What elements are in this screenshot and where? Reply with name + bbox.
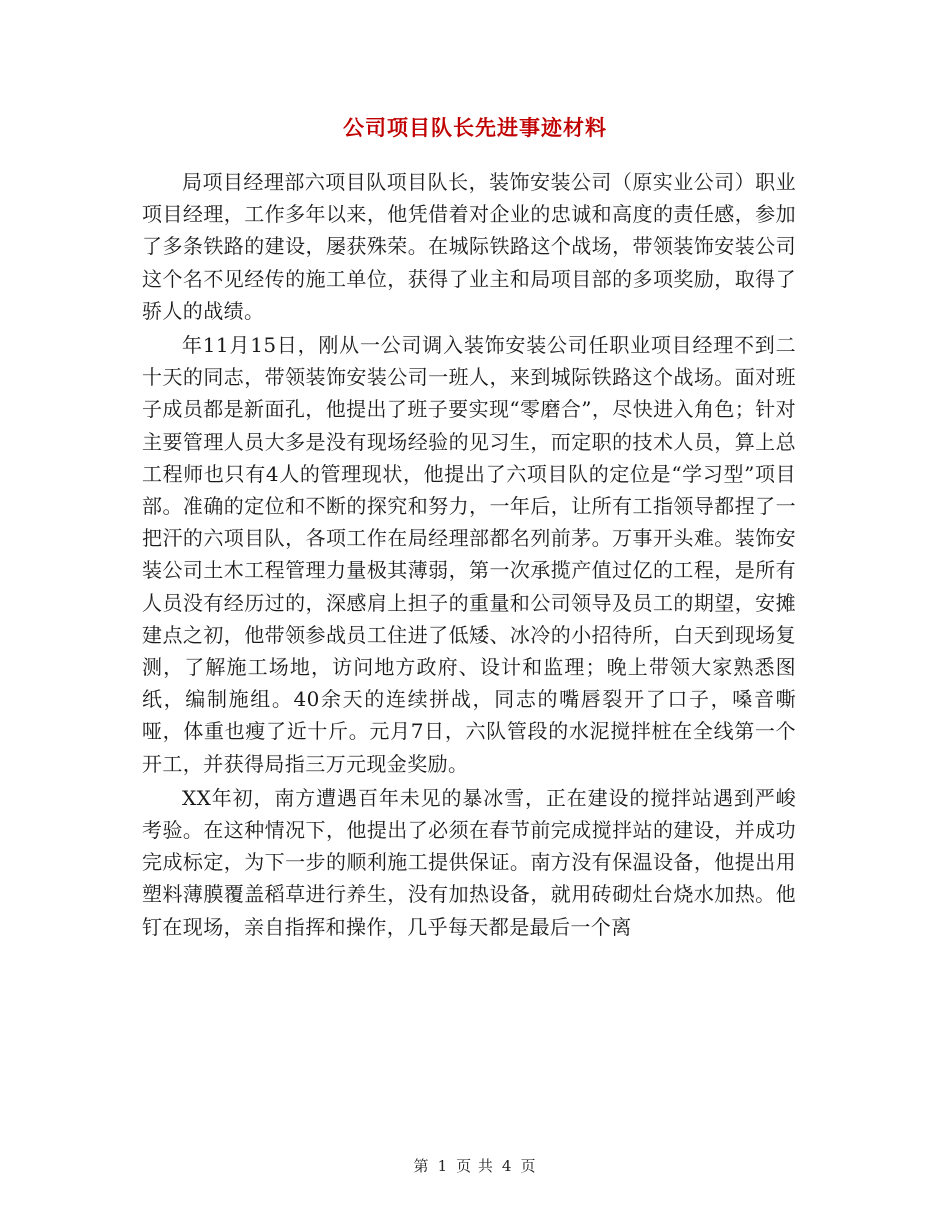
footer-suffix: 页 [520, 1157, 537, 1175]
footer-page-total: 4 [501, 1157, 513, 1175]
document-title: 公司项目队长先进事迹材料 [343, 116, 607, 140]
paragraph-3: XX年初，南方遭遇百年未见的暴冰雪，正在建设的搅拌站遇到严峻考验。在这种情况下，他提出了必须在春节前完成搅拌站的建设，并成功完成标定，为下一步的顺利施工提供保证。南方没有保温设备，他提出用塑料薄膜覆盖稻草进行养生，没有加热设备，就用砖砌灶台烧水加热。他钉在现场，亲自指挥和操作，几乎每天都是最后一个离 [142, 785, 796, 939]
footer-page-number: 1 [437, 1157, 449, 1175]
paragraph-1: 局项目经理部六项目队项目队长，装饰安装公司（原实业公司）职业项目经理，工作多年以来，他凭借着对企业的忠诚和高度的责任感，参加了多条铁路的建设，屡获殊荣。在城际铁路这个战场，带领装饰安装公司这个名不见经传的施工单位，获得了业主和局项目部的多项奖励，取得了骄人的战绩。 [142, 170, 796, 323]
page-footer [0, 1155, 950, 1176]
document-body [142, 166, 796, 945]
paragraph-2: 年11月15日，刚从一公司调入装饰安装公司任职业项目经理不到二十天的同志，带领装饰安装公司一班人，来到城际铁路这个战场。面对班子成员都是新面孔，他提出了班子要实现“零磨合”，尽快进入角色；针对主要管理人员大多是没有现场经验的见习生，而定职的技术人员，算上总工程师也只有4人的管理现状，他提出了六项目队的定位是“学习型”项目部。准确的定位和不断的探究和努力，一年后，让所有工指领导都捏了一把汗的六项目队，各项工作在局经理部都名列前茅。万事开头难。装饰安装公司土木工程管理力量极其薄弱，第一次承揽产值过亿的工程，是所有人员没有经历过的，深感肩上担子的重量和公司领导及员工的期望，安摊建点之初，他带领参战员工住进了低矮、冰冷的小招待所，白天到现场复测，了解施工场地，访问地方政府、设计和监理；晚上带领大家熟悉图纸，编制施组。40余天的连续拼战，同志的嘴唇裂开了口子，嗓音嘶哑，体重也瘦了近十斤。元月7日，六队管段的水泥搅拌桩在全线第一个开工，并获得局指三万元现金奖励。 [142, 333, 796, 776]
footer-prefix: 第 [413, 1157, 430, 1175]
footer-mid: 页 共 [456, 1157, 494, 1175]
